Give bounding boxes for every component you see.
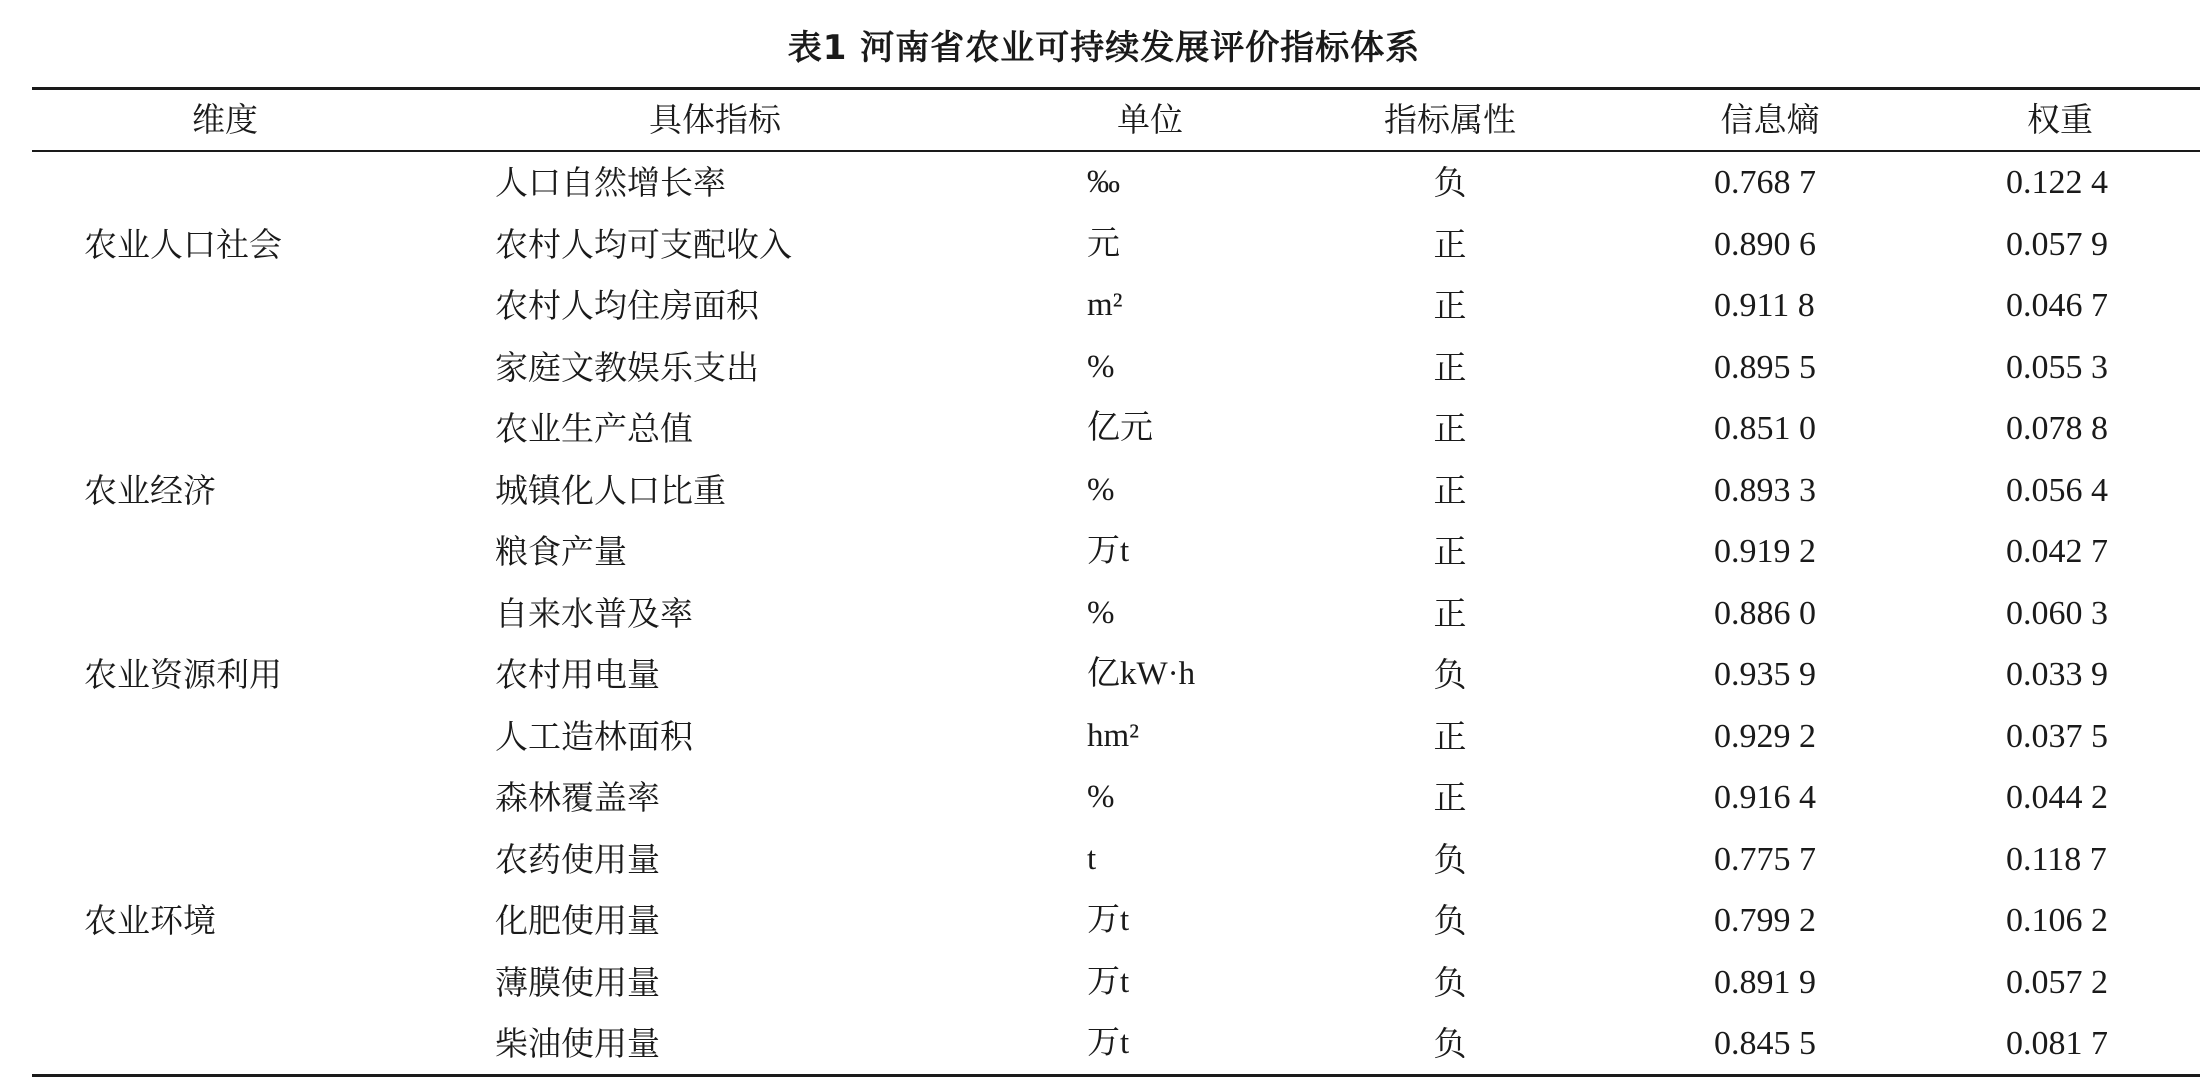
unit-cell: 万t [1087,902,1130,938]
weight-cell: 0.122 4 [2006,164,2108,201]
entropy-cell: 0.845 5 [1714,1025,1816,1062]
attribute-cell: 正 [1433,409,1467,448]
unit-cell: ‰ [1087,164,1120,200]
indicator-cell: 自来水普及率 [495,593,693,633]
header-entropy: 信息熵 [1720,100,1820,139]
weight-cell: 0.057 9 [2006,225,2108,263]
table-title: 表1 河南省农业可持续发展评价指标体系 [787,28,1421,68]
unit-cell: 万t [1087,533,1130,569]
table-row [0,644,2208,706]
unit-cell: % [1087,779,1115,815]
table-row [0,767,2208,829]
indicator-cell: 人工造林面积 [495,716,693,756]
entropy-cell: 0.935 9 [1714,656,1816,693]
indicator-cell: 农业生产总值 [495,409,693,448]
weight-cell: 0.042 7 [2006,533,2108,570]
unit-cell: % [1087,471,1115,508]
table-row [0,1013,2208,1075]
attribute-cell: 正 [1433,224,1467,264]
weight-cell: 0.078 8 [2006,410,2108,447]
weight-cell: 0.060 3 [2006,594,2108,632]
attribute-cell: 负 [1433,839,1467,879]
weight-cell: 0.118 7 [2006,840,2107,878]
table-row [0,398,2208,460]
attribute-cell: 负 [1433,1024,1467,1063]
entropy-cell: 0.799 2 [1714,902,1816,939]
unit-cell: % [1087,348,1115,385]
table-row [0,706,2208,768]
entropy-cell: 0.916 4 [1714,779,1816,816]
unit-cell: % [1087,594,1115,631]
dimension-label: 农业环境 [84,901,216,940]
attribute-cell: 正 [1433,470,1467,510]
indicator-cell: 农村人均可支配收入 [495,224,792,264]
unit-cell: 亿元 [1087,410,1153,446]
entropy-cell: 0.919 2 [1714,533,1816,570]
entropy-cell: 0.775 7 [1714,840,1816,878]
weight-cell: 0.106 2 [2006,902,2108,939]
indicator-cell: 人口自然增长率 [495,163,726,202]
weight-cell: 0.037 5 [2006,717,2108,755]
indicator-cell: 农村人均住房面积 [495,286,759,325]
header-indicator: 具体指标 [649,100,781,139]
table-row [0,583,2208,645]
attribute-cell: 负 [1433,901,1467,940]
weight-cell: 0.033 9 [2006,656,2108,693]
header-attribute: 指标属性 [1384,100,1516,139]
unit-cell: 万t [1087,1025,1130,1061]
table-row [0,890,2208,952]
entropy-cell: 0.890 6 [1714,225,1816,263]
weight-cell: 0.046 7 [2006,287,2108,324]
unit-cell: 亿kW·h [1087,656,1196,692]
unit-cell: 万t [1087,963,1130,1000]
header-weight: 权重 [2027,100,2093,139]
unit-cell: hm² [1087,717,1140,754]
entropy-cell: 0.895 5 [1714,348,1816,386]
entropy-cell: 0.893 3 [1714,471,1816,509]
indicator-cell: 农村用电量 [495,655,660,694]
attribute-cell: 正 [1433,716,1467,756]
indicator-cell: 森林覆盖率 [495,778,660,817]
indicator-cell: 化肥使用量 [495,901,660,940]
entropy-cell: 0.768 7 [1714,164,1816,201]
indicator-cell: 粮食产量 [495,532,627,571]
attribute-cell: 正 [1433,778,1467,817]
table-row [0,952,2208,1014]
table-row [0,521,2208,583]
top-rule [32,87,2200,90]
indicator-cell: 城镇化人口比重 [495,470,726,510]
entropy-cell: 0.851 0 [1714,410,1816,447]
indicator-cell: 薄膜使用量 [495,962,660,1002]
indicator-cell: 柴油使用量 [495,1024,660,1063]
weight-cell: 0.057 2 [2006,963,2108,1001]
weight-cell: 0.081 7 [2006,1025,2108,1062]
header-unit: 单位 [1117,100,1183,139]
dimension-label: 农业经济 [84,470,216,510]
entropy-cell: 0.911 8 [1714,287,1815,324]
attribute-cell: 负 [1433,962,1467,1002]
attribute-cell: 正 [1433,593,1467,633]
bottom-rule [32,1074,2200,1077]
unit-cell: 元 [1087,225,1120,262]
table-row [0,337,2208,399]
weight-cell: 0.044 2 [2006,779,2108,816]
table-row [0,152,2208,214]
table-row [0,460,2208,522]
entropy-cell: 0.891 9 [1714,963,1816,1001]
indicator-cell: 家庭文教娱乐支出 [495,347,759,387]
weight-cell: 0.056 4 [2006,471,2108,509]
entropy-cell: 0.886 0 [1714,594,1816,632]
unit-cell: m² [1087,287,1123,323]
entropy-cell: 0.929 2 [1714,717,1816,755]
dimension-label: 农业资源利用 [84,655,282,694]
table-row [0,214,2208,276]
attribute-cell: 正 [1433,347,1467,387]
attribute-cell: 负 [1433,163,1467,202]
table-row [0,829,2208,891]
table-row [0,275,2208,337]
attribute-cell: 正 [1433,532,1467,571]
weight-cell: 0.055 3 [2006,348,2108,386]
attribute-cell: 负 [1433,655,1467,694]
header-dimension: 维度 [192,100,258,139]
indicator-cell: 农药使用量 [495,839,660,879]
unit-cell: t [1087,840,1097,877]
dimension-label: 农业人口社会 [84,224,282,264]
attribute-cell: 正 [1433,286,1467,325]
